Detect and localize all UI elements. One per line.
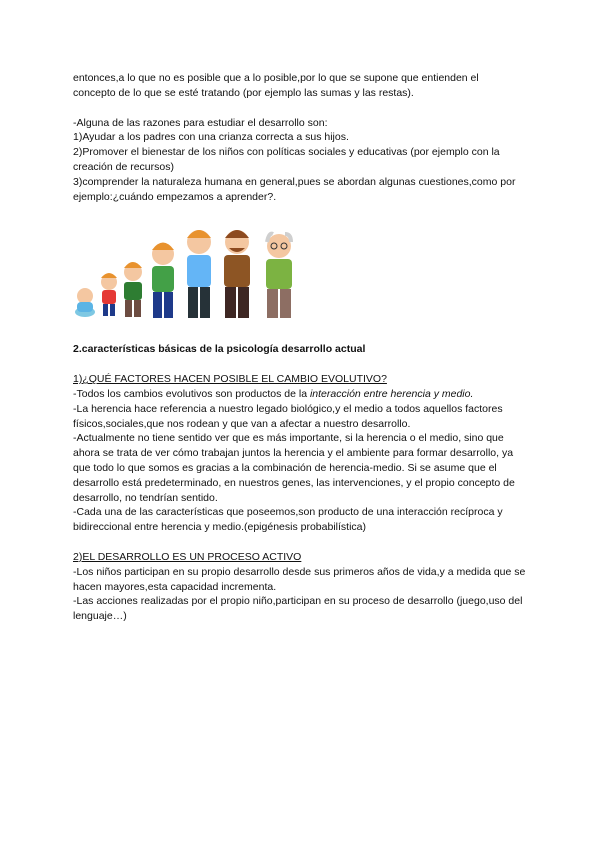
reason-item-3: 3)comprender la naturaleza humana en general,pues se abordan algunas cuestiones,como por ejemplo:¿cuándo empezamos a aprender?. (73, 175, 516, 203)
child-figure (124, 262, 142, 317)
intro-line-1: entonces,a lo que no es posible que a lo posible,por lo que se supone que entienden el (73, 72, 479, 84)
toddler-figure (101, 273, 117, 316)
section-2-title: 2.características básicas de la psicología desarrollo actual (73, 343, 366, 356)
italic-phrase: interacción entre herencia y medio. (309, 387, 474, 400)
intro-line-2: concepto de lo que se esté tratando (por ejemplo las sumas y las restas). (73, 86, 414, 99)
subsection-2-paragraph-1: -Los niños participan en su propio desarrollo desde sus primeros años de vida,y a medida que se hacen mayores,esta capacidad incrementa. (73, 565, 526, 593)
adult-figure (224, 230, 250, 318)
document-page (73, 71, 533, 624)
subsection-1-paragraph-1: -Todos los cambios evolutivos son productos de la interacción entre herencia y medio. (73, 387, 474, 400)
development-stages-illustration (73, 212, 313, 322)
elder-figure (266, 234, 292, 318)
subsection-1-heading: 1)¿QUÉ FACTORES HACEN POSIBLE EL CAMBIO EVOLUTIVO? (73, 373, 387, 386)
reasons-heading: -Alguna de las razones para estudiar el desarrollo son: (73, 116, 328, 129)
subsection-1-paragraph-3: -Actualmente no tiene sentido ver que es más importante, si la herencia o el medio, sino que ahora se trata de ver cómo trabajan juntos la herencia y el ambiente para formar desarrollo, ya que todo lo que somos es gracias a la combinación de herencia-medio. Si se asume que el desarrollo está predeterminado, en nuestros genes, las intervenciones, y el propio concepto de desarrollo, no tendrían sentido. (73, 432, 515, 504)
subsection-1-paragraph-2: -La herencia hace referencia a nuestro legado biológico,y el medio a todos aquellos factores físicos,sociales,que nos rodean y que van a afectar a nuestro desarrollo. (73, 402, 503, 430)
teen-figure (152, 243, 174, 319)
baby-figure (75, 288, 95, 317)
subsection-2-paragraph-2: -Las acciones realizadas por el propio niño,participan en su proceso de desarrollo (juego,uso del lenguaje…) (73, 595, 523, 623)
subsection-1-paragraph-4: -Cada una de las características que poseemos,son producto de una interacción recíproca y bidireccional entre herencia y medio.(epigénesis probabilística) (73, 506, 503, 534)
reason-item-2: 2)Promover el bienestar de los niños con políticas sociales y educativas (por ejemplo con la creación de recursos) (73, 146, 500, 173)
subsection-2-heading: 2)EL DESARROLLO ES UN PROCESO ACTIVO (73, 550, 302, 563)
young-adult-figure (187, 230, 211, 318)
reason-item-1: 1)Ayudar a los padres con una crianza correcta a sus hijos. (73, 131, 349, 144)
